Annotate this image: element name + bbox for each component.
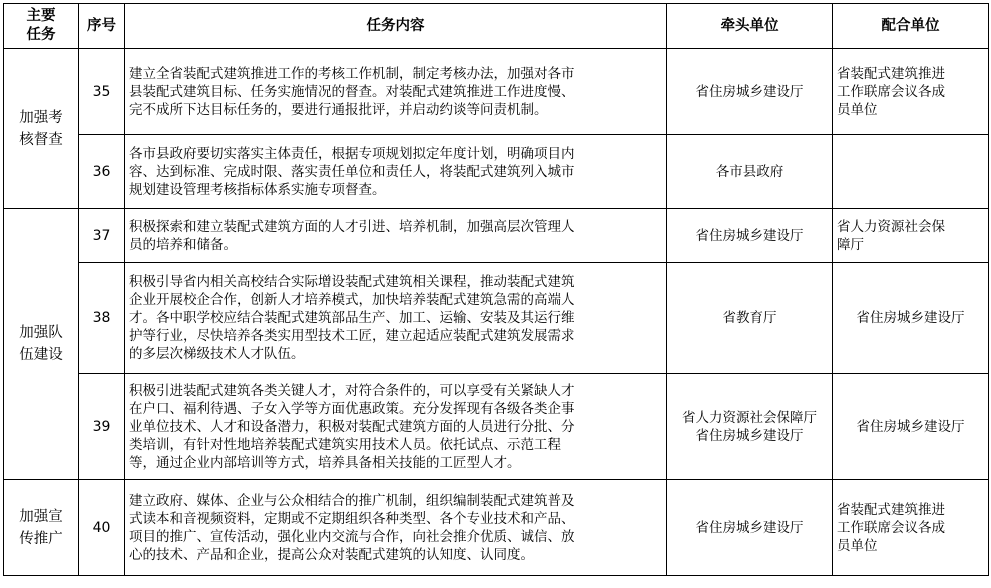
lead-unit-cell [667,374,833,480]
coop-unit-line: 工作联席会议各成 [837,83,945,100]
content-line: 在户口、福利待遇、子女入学等方面优惠政策。充分发挥现有各级各类企事 [129,400,575,417]
coop-unit-line: 省住房城乡建设厅 [856,418,965,435]
task-content-cell [125,263,667,374]
coop-unit-line: 员单位 [837,101,878,118]
row-number: 35 [79,49,125,135]
main-task-cell [4,49,79,209]
row-number: 36 [79,135,125,209]
coop-unit-line: 省人力资源社会保 [837,218,945,235]
header-main-task-line: 任务 [26,27,56,43]
content-line: 等，通过企业内部培训等方式，培养具备相关技能的工匠型人才。 [129,454,521,471]
content-line: 规划建设管理考核指标体系实施专项督查。 [129,181,386,198]
row-number: 37 [79,209,125,263]
main-task-line: 伍建设 [19,347,63,363]
lead-unit-line: 省住房城乡建设厅 [695,83,804,100]
lead-unit-line: 省住房城乡建设厅 [695,519,804,536]
content-line: 容、达到标准、完成时限、落实责任单位和责任人，将装配式建筑列入城市 [129,163,575,180]
content-line: 企业开展校企合作，创新人才培养模式，加快培养装配式建筑急需的高端人 [129,292,575,308]
coop-unit-cell [833,209,989,263]
task-content-cell [125,49,667,135]
content-line: 护等行业，尽快培养各类实用型技术工匠，建立起适应装配式建筑发展需求 [129,328,575,344]
coop-unit-cell [833,480,989,576]
content-line: 业单位技术、人才和设备潜力，积极对装配式建筑方面的人员进行分批、分 [129,418,575,435]
content-line: 积极引导省内相关高校结合实际增设装配式建筑相关课程，推动装配式建筑 [129,274,575,290]
header-no: 序号 [79,4,125,49]
lead-unit-line: 省教育厅 [722,310,777,326]
row-number: 39 [79,374,125,480]
lead-unit-cell [667,480,833,576]
coop-unit-cell [833,135,989,209]
main-task-line: 加强考 [19,109,63,126]
coop-unit-line: 工作联席会议各成 [837,519,945,536]
header-row [4,4,989,49]
table-row [4,263,989,374]
coop-unit-line: 省装配式建筑推进 [837,501,945,518]
header-lead-unit: 牵头单位 [667,4,833,49]
table-row [4,209,989,263]
table-row [4,374,989,480]
row-number: 40 [79,480,125,576]
content-line: 才。各中职学校应结合装配式建筑部品生产、加工、运输、安装及其运行维 [129,310,575,326]
lead-unit-cell [667,263,833,374]
table-row [4,480,989,576]
lead-unit-line: 省人力资源社会保障厅 [682,409,817,426]
lead-unit-line: 各市县政府 [715,163,784,180]
table-row [4,135,989,209]
task-content-cell [125,374,667,480]
main-task-line: 核督查 [19,131,63,148]
header-main-task [4,4,79,49]
content-line: 员的培养和储备。 [129,236,237,253]
task-table [3,3,989,576]
task-content-cell [125,209,667,263]
content-line: 的多层次梯级技术人才队伍。 [129,346,305,362]
lead-unit-line: 省住房城乡建设厅 [695,427,804,444]
header-main-task-line: 主要 [26,8,56,24]
main-task-cell [4,480,79,576]
content-line: 心的技术、产品和企业，提高公众对装配式建筑的认知度、认同度。 [129,546,534,563]
lead-unit-cell [667,135,833,209]
content-line: 建立政府、媒体、企业与公众相结合的推广机制，组织编制装配式建筑普及 [129,492,575,509]
coop-unit-line: 省住房城乡建设厅 [856,310,965,326]
lead-unit-line: 省住房城乡建设厅 [695,227,804,244]
content-line: 各市县政府要切实落实主体责任，根据专项规划拟定年度计划，明确项目内 [129,145,575,162]
main-task-line: 传推广 [19,530,63,547]
lead-unit-cell [667,49,833,135]
content-line: 积极探索和建立装配式建筑方面的人才引进、培养机制，加强高层次管理人 [129,218,575,235]
lead-unit-cell [667,209,833,263]
content-line: 积极引进装配式建筑各类关键人才，对符合条件的，可以享受有关紧缺人才 [129,382,575,399]
content-line: 建立全省装配式建筑推进工作的考核工作机制，制定考核办法，加强对各市 [129,65,575,82]
coop-unit-line: 省装配式建筑推进 [837,65,945,82]
content-line: 完不成所下达目标任务的，要进行通报批评，并启动约谈等问责机制。 [129,101,548,118]
main-task-cell [4,209,79,480]
coop-unit-cell [833,49,989,135]
content-line: 类培训，有针对性地培养装配式建筑实用技术人员。依托试点、示范工程 [129,436,561,453]
row-number: 38 [79,263,125,374]
content-line: 县装配式建筑目标、任务实施情况的督查。对装配式建筑推进工作进度慢、 [129,83,575,100]
header-content: 任务内容 [125,4,667,49]
coop-unit-line: 障厅 [837,236,864,253]
task-content-cell [125,480,667,576]
coop-unit-line: 员单位 [837,537,878,554]
header-coop-unit: 配合单位 [833,4,989,49]
coop-unit-cell [833,374,989,480]
coop-unit-cell [833,263,989,374]
main-task-line: 加强宣 [19,508,63,525]
content-line: 式读本和音视频资料，定期或不定期组织各种类型、各个专业技术和产品、 [129,510,575,527]
table-row [4,49,989,135]
content-line: 项目的推广、宣传活动，强化业内交流与合作，向社会推介优质、诚信、放 [129,528,575,545]
task-content-cell [125,135,667,209]
main-task-line: 加强队 [19,325,63,341]
